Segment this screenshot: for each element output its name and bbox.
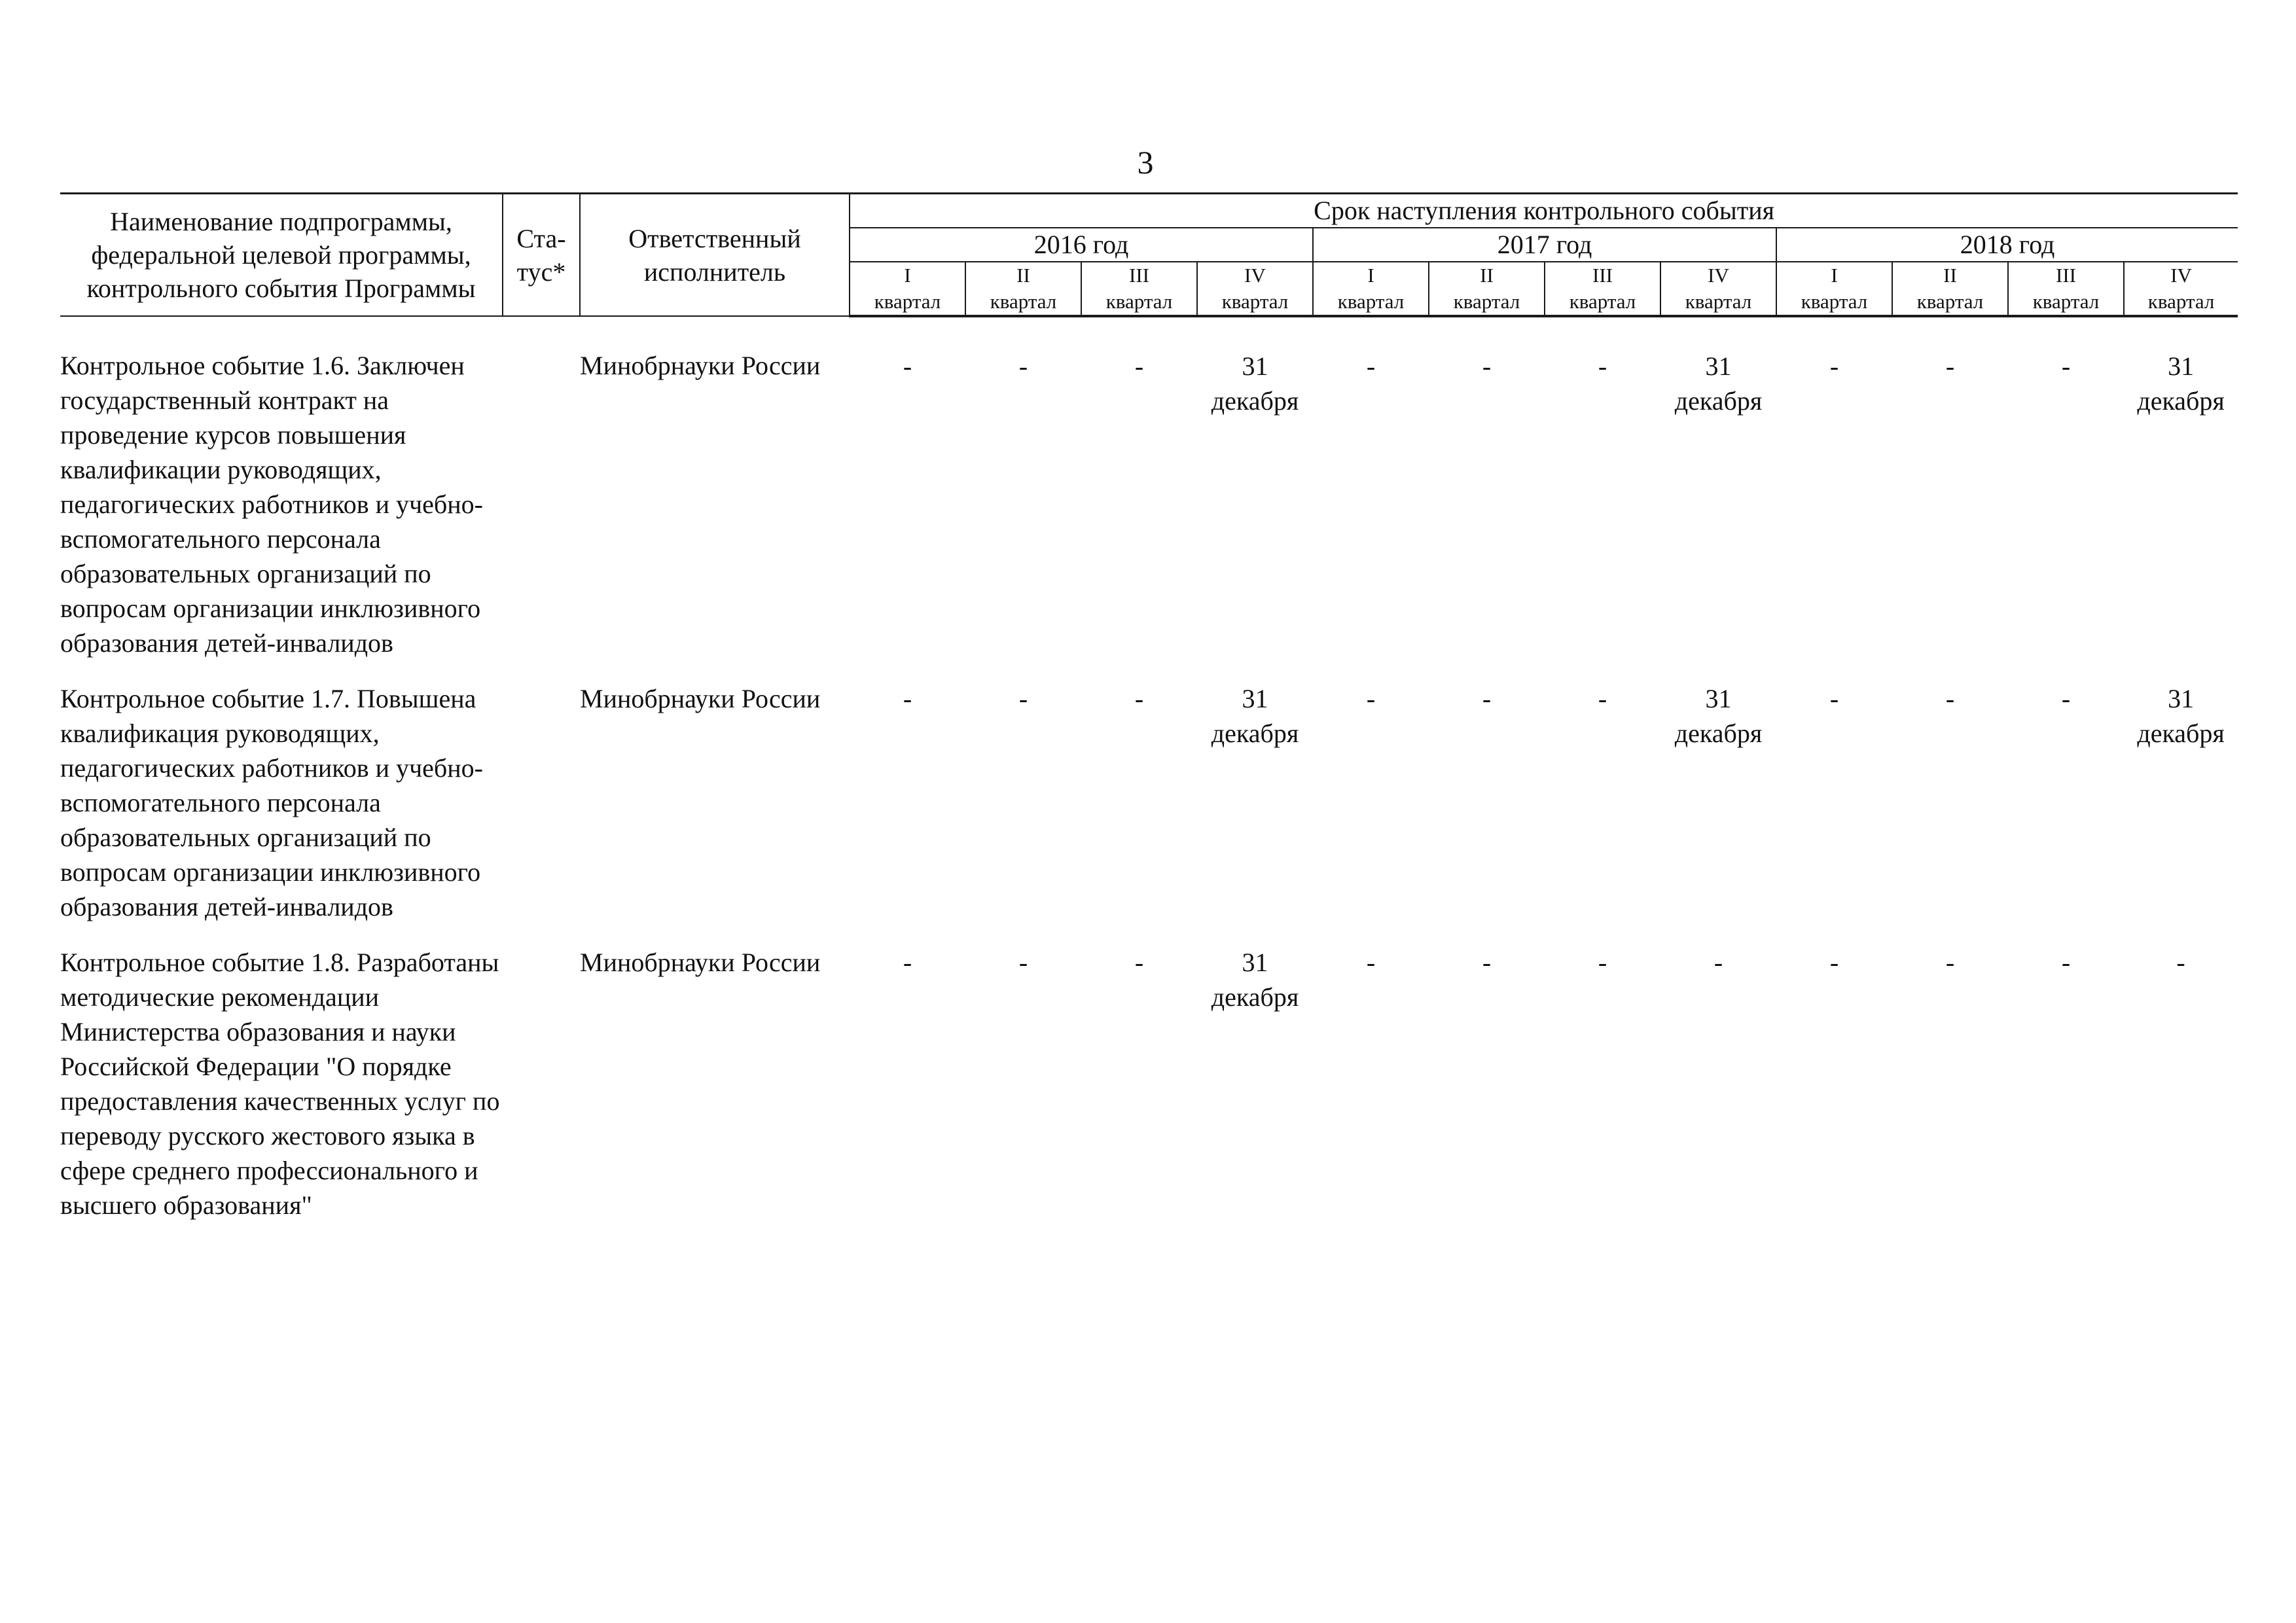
quarter-deadline-cell — [1545, 942, 1660, 1241]
quarter-deadline-cell — [1776, 942, 1892, 1241]
quarter-deadline-cell — [1660, 316, 1776, 679]
quarter-deadline-cell — [1429, 942, 1545, 1241]
quarter-deadline-cell — [1776, 679, 1892, 942]
deadline-month: декабря — [1211, 719, 1299, 748]
deadline-value: - — [1598, 684, 1607, 713]
deadline-value: - — [1598, 351, 1607, 381]
quarter-deadline-cell — [1776, 316, 1892, 679]
header-status: Ста-тус* — [503, 194, 580, 317]
table-row — [60, 316, 2238, 679]
header-quarter: III квартал — [2008, 262, 2124, 316]
quarter-deadline-cell — [1429, 679, 1545, 942]
quarter-deadline-cell — [1892, 679, 2008, 942]
header-year-2016: 2016 год — [850, 228, 1313, 262]
quarter-deadline-cell — [1197, 316, 1313, 679]
quarter-deadline-cell — [850, 679, 965, 942]
deadline-month: декабря — [1674, 719, 1763, 748]
header-quarter: I квартал — [850, 262, 965, 316]
deadline-value: 31 — [2168, 351, 2195, 381]
quarter-deadline-cell — [1892, 942, 2008, 1241]
deadline-value: 31 — [2168, 684, 2195, 713]
deadline-value: - — [2176, 948, 2185, 977]
deadline-value: - — [1134, 948, 1144, 977]
header-quarter: I квартал — [1313, 262, 1429, 316]
quarter-deadline-cell — [2008, 679, 2124, 942]
header-quarter: II квартал — [1429, 262, 1545, 316]
table-body — [60, 316, 2238, 1241]
header-quarter: I квартал — [1776, 262, 1892, 316]
header-quarter: IV квартал — [1660, 262, 1776, 316]
header-quarter: II квартал — [1892, 262, 2008, 316]
deadline-value: - — [903, 351, 912, 381]
deadline-month: декабря — [2137, 719, 2225, 748]
quarter-deadline-cell — [1197, 942, 1313, 1241]
deadline-value: - — [903, 948, 912, 977]
table-row — [60, 942, 2238, 1241]
table-row — [60, 679, 2238, 942]
deadline-value: - — [1134, 684, 1144, 713]
quarter-deadline-cell — [2008, 316, 2124, 679]
quarter-deadline-cell — [965, 679, 1081, 942]
deadline-value: 31 — [1242, 351, 1268, 381]
quarter-deadline-cell — [965, 942, 1081, 1241]
deadline-value: - — [1482, 948, 1492, 977]
table-header — [60, 194, 2238, 317]
header-quarter: III квартал — [1545, 262, 1660, 316]
quarter-deadline-cell — [1081, 942, 1197, 1241]
deadline-month: декабря — [1211, 982, 1299, 1012]
deadline-value: 31 — [1705, 351, 1732, 381]
quarter-deadline-cell — [1892, 316, 2008, 679]
event-responsible: Минобрнауки России — [580, 351, 821, 380]
quarter-deadline-cell — [850, 942, 965, 1241]
header-quarter: II квартал — [965, 262, 1081, 316]
event-name: Контрольное событие 1.8. Разработаны методические рекомендации Министерства образования и науки Российской Федерации "О порядке предоставления качественных услуг по переводу русского жестового языка в сфере среднего профессионального и высшего образования" — [60, 948, 500, 1220]
header-quarter: III квартал — [1081, 262, 1197, 316]
deadline-month: декабря — [1211, 386, 1299, 416]
quarter-deadline-cell — [1197, 679, 1313, 942]
quarter-deadline-cell — [2008, 942, 2124, 1241]
deadline-value: - — [1945, 684, 1955, 713]
quarter-deadline-cell — [2124, 316, 2238, 679]
deadline-value: - — [1018, 351, 1028, 381]
event-responsible: Минобрнауки России — [580, 684, 821, 713]
deadline-value: - — [1018, 684, 1028, 713]
event-status — [503, 679, 580, 942]
deadline-value: 31 — [1242, 948, 1268, 977]
deadline-value: - — [1598, 948, 1607, 977]
deadline-value: - — [2061, 948, 2071, 977]
header-quarter: IV квартал — [1197, 262, 1313, 316]
event-responsible: Минобрнауки России — [580, 948, 821, 977]
quarter-deadline-cell — [1660, 942, 1776, 1241]
deadline-value: 31 — [1705, 684, 1732, 713]
quarter-deadline-cell — [2124, 942, 2238, 1241]
deadline-value: - — [1945, 351, 1955, 381]
page-number: 3 — [1137, 144, 1154, 181]
deadline-value: - — [1366, 684, 1376, 713]
header-year-2018: 2018 год — [1776, 228, 2238, 262]
quarter-deadline-cell — [1313, 316, 1429, 679]
deadline-value: - — [1829, 351, 1839, 381]
event-status — [503, 316, 580, 679]
deadline-month: декабря — [1674, 386, 1763, 416]
deadline-value: - — [1366, 351, 1376, 381]
header-quarter: IV квартал — [2124, 262, 2238, 316]
header-deadline: Срок наступления контрольного события — [850, 194, 2238, 228]
event-name: Контрольное событие 1.7. Повышена квалификация руководящих, педагогических работников и учебно-вспомогательного персонала образовательных организаций по вопросам организации инклюзивного образования детей-инвалидов — [60, 684, 483, 921]
deadline-value: 31 — [1242, 684, 1268, 713]
quarter-deadline-cell — [1545, 679, 1660, 942]
control-events-table — [60, 192, 2238, 1241]
deadline-value: - — [1482, 684, 1492, 713]
deadline-value: - — [2061, 684, 2071, 713]
quarter-deadline-cell — [1313, 942, 1429, 1241]
deadline-value: - — [1366, 948, 1376, 977]
quarter-deadline-cell — [1660, 679, 1776, 942]
header-responsible: Ответственный исполнитель — [580, 194, 850, 317]
quarter-deadline-cell — [850, 316, 965, 679]
deadline-value: - — [1829, 684, 1839, 713]
quarter-deadline-cell — [965, 316, 1081, 679]
deadline-value: - — [1829, 948, 1839, 977]
quarter-deadline-cell — [2124, 679, 2238, 942]
deadline-month: декабря — [2137, 386, 2225, 416]
header-name: Наименование подпрограммы, федеральной целевой программы, контрольного события Программы — [60, 194, 503, 317]
deadline-value: - — [2061, 351, 2071, 381]
quarter-deadline-cell — [1313, 679, 1429, 942]
event-status — [503, 942, 580, 1241]
quarter-deadline-cell — [1081, 679, 1197, 942]
deadline-value: - — [1945, 948, 1955, 977]
quarter-deadline-cell — [1545, 316, 1660, 679]
event-name: Контрольное событие 1.6. Заключен государственный контракт на проведение курсов повышения квалификации руководящих, педагогических работников и учебно-вспомогательного персонала образовательных организаций по вопросам организации инклюзивного образования детей-инвалидов — [60, 351, 483, 658]
deadline-value: - — [1018, 948, 1028, 977]
quarter-deadline-cell — [1429, 316, 1545, 679]
deadline-value: - — [1134, 351, 1144, 381]
header-year-2017: 2017 год — [1313, 228, 1776, 262]
deadline-value: - — [1482, 351, 1492, 381]
deadline-value: - — [903, 684, 912, 713]
deadline-value: - — [1713, 948, 1723, 977]
quarter-deadline-cell — [1081, 316, 1197, 679]
